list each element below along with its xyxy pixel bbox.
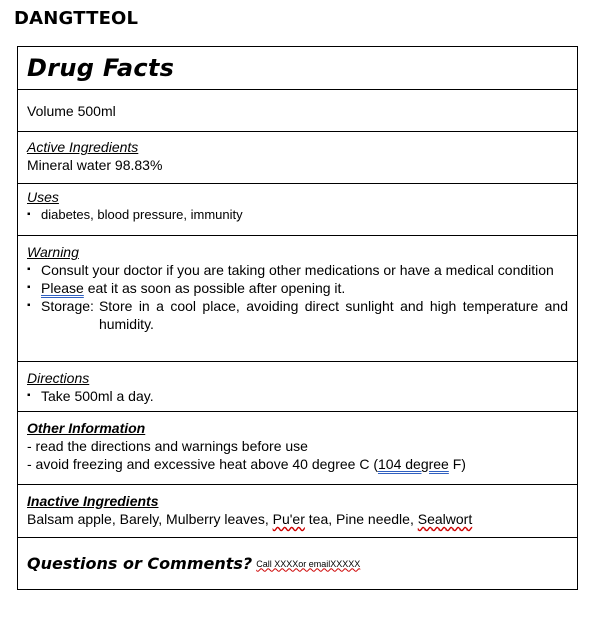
bullet-icon: ▪ [27,300,31,311]
brand-name: DANGTTEOL [14,8,139,29]
volume-text: Volume 500ml [27,102,116,119]
other-line: - read the directions and warnings before use [27,438,308,454]
warning-item: ▪ Storage: Store in a cool place, avoiding direct sunlight and high temperature and humidity. [27,298,568,332]
other-information-section [18,412,577,485]
bullet-icon: ▪ [27,390,31,401]
panel-title: Drug Facts [27,54,175,82]
warning-heading: Warning [27,244,79,260]
warning-section [18,236,577,362]
volume-row [18,90,577,132]
uses-item: ▪ diabetes, blood pressure, immunity [27,207,243,222]
inactive-ingredients-section [18,485,577,538]
inactive-heading: Inactive Ingredients [27,493,159,509]
title-row [18,47,577,90]
contact-text: Call XXXXor emailXXXXX [256,558,361,569]
warning-item: ▪ Please eat it as soon as possible after opening it. [27,280,346,296]
questions-heading: Questions or Comments? [27,554,253,573]
questions-row [18,538,577,589]
active-heading: Active Ingredients [27,139,139,155]
directions-item: ▪ Take 500ml a day. [27,388,154,404]
directions-section [18,362,577,412]
other-line: - avoid freezing and excessive heat above 40 degree C (104 degree F) [27,456,466,472]
inactive-text: Balsam apple, Barely, Mulberry leaves, Pu'er tea, Pine needle, Sealwort [27,511,473,527]
other-heading: Other Information [27,420,146,436]
bullet-icon: ▪ [27,264,31,275]
drug-facts-panel [17,46,578,590]
active-ingredients-section [18,132,577,184]
bullet-icon: ▪ [27,282,31,293]
directions-heading: Directions [27,370,90,386]
uses-section [18,184,577,236]
uses-heading: Uses [27,189,59,205]
storage-label: Storage: [41,298,94,314]
warning-item: ▪ Consult your doctor if you are taking other medications or have a medical condition [27,262,554,278]
active-text: Mineral water 98.83% [27,157,163,173]
bullet-icon: ▪ [27,209,31,220]
